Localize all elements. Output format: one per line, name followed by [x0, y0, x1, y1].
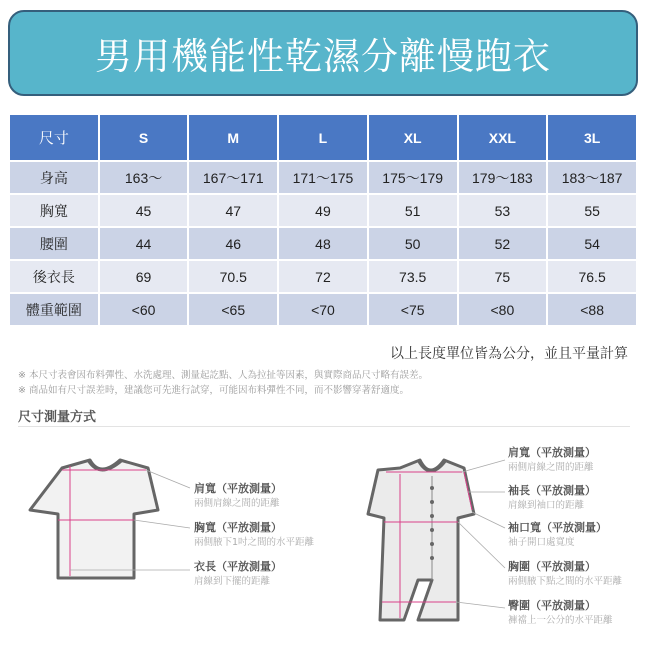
table-cell: 48 — [279, 228, 367, 259]
table-cell: 76.5 — [548, 261, 636, 292]
table-cell: 55 — [548, 195, 636, 226]
header-cell-xxl: XXL — [459, 115, 547, 160]
table-cell: 163～ — [100, 162, 188, 193]
row-label: 體重範圍 — [10, 294, 98, 325]
table-header-row — [10, 115, 636, 160]
romper-label-cuff: 袖口寬（平放測量） 袖子開口處寬度 — [508, 521, 607, 548]
table-cell: 73.5 — [369, 261, 457, 292]
table-row — [10, 228, 636, 259]
header-cell-s: S — [100, 115, 188, 160]
table-cell: <70 — [279, 294, 367, 325]
table-cell: 70.5 — [189, 261, 277, 292]
tshirt-label-chest: 胸寬（平放測量） 兩側腋下1吋之間的水平距離 — [194, 521, 315, 548]
table-cell: 183～187 — [548, 162, 636, 193]
row-label: 後衣長 — [10, 261, 98, 292]
row-label: 腰圍 — [10, 228, 98, 259]
tshirt-illustration — [30, 460, 158, 578]
table-cell: 75 — [459, 261, 547, 292]
table-cell: 51 — [369, 195, 457, 226]
divider — [18, 426, 630, 427]
unit-note: 以上長度單位皆為公分，並且平量計算 — [390, 346, 628, 362]
romper-label-shoulder: 肩寬（平放測量） 兩側肩線之間的距離 — [508, 446, 596, 473]
romper-label-chest: 胸圍（平放測量） 兩側腋下點之間的水平距離 — [508, 560, 623, 587]
table-cell: <65 — [189, 294, 277, 325]
table-cell: 167～171 — [189, 162, 277, 193]
table-cell: <75 — [369, 294, 457, 325]
romper-illustration — [368, 460, 474, 620]
table-cell: <60 — [100, 294, 188, 325]
page-title: 男用機能性乾濕分離慢跑衣 — [95, 35, 551, 78]
romper-label-sleeve: 袖長（平放測量） 肩線到袖口的距離 — [508, 484, 596, 511]
table-row — [10, 294, 636, 325]
table-cell: 179～183 — [459, 162, 547, 193]
table-cell: 50 — [369, 228, 457, 259]
size-table — [8, 113, 638, 327]
table-cell: 72 — [279, 261, 367, 292]
header-cell-xl: XL — [369, 115, 457, 160]
table-cell: <80 — [459, 294, 547, 325]
romper-label-hip: 臀圍（平放測量） 褲襠上一公分的水平距離 — [508, 599, 613, 626]
note-line: ※ 本尺寸表會因布料彈性、水洗處理、測量起訖點、人為拉扯等因素，與實際商品尺寸略有誤差。 — [18, 370, 428, 381]
table-cell: 46 — [189, 228, 277, 259]
row-label: 身高 — [10, 162, 98, 193]
header-cell-3l: 3L — [548, 115, 636, 160]
table-cell: 44 — [100, 228, 188, 259]
table-cell: <88 — [548, 294, 636, 325]
tshirt-label-length: 衣長（平放測量） 肩線到下擺的距離 — [194, 560, 282, 587]
table-cell: 171～175 — [279, 162, 367, 193]
table-row — [10, 195, 636, 226]
table-cell: 69 — [100, 261, 188, 292]
table-row — [10, 261, 636, 292]
table-cell: 47 — [189, 195, 277, 226]
table-cell: 52 — [459, 228, 547, 259]
table-cell: 53 — [459, 195, 547, 226]
note-line: ※ 商品如有尺寸誤差時，建議您可先進行試穿，可能因布料彈性不同，而不影響穿著舒適度。 — [18, 385, 409, 396]
table-cell: 54 — [548, 228, 636, 259]
header-cell-l: L — [279, 115, 367, 160]
notes — [18, 368, 428, 398]
section-title: 尺寸測量方式 — [18, 410, 97, 425]
table-cell: 49 — [279, 195, 367, 226]
header-cell-size: 尺寸 — [10, 115, 98, 160]
table-cell: 45 — [100, 195, 188, 226]
tshirt-label-shoulder: 肩寬（平放測量） 兩側肩線之間的距離 — [194, 482, 282, 509]
header-cell-m: M — [189, 115, 277, 160]
title-banner — [8, 10, 638, 96]
table-row — [10, 162, 636, 193]
table-cell: 175～179 — [369, 162, 457, 193]
row-label: 胸寬 — [10, 195, 98, 226]
